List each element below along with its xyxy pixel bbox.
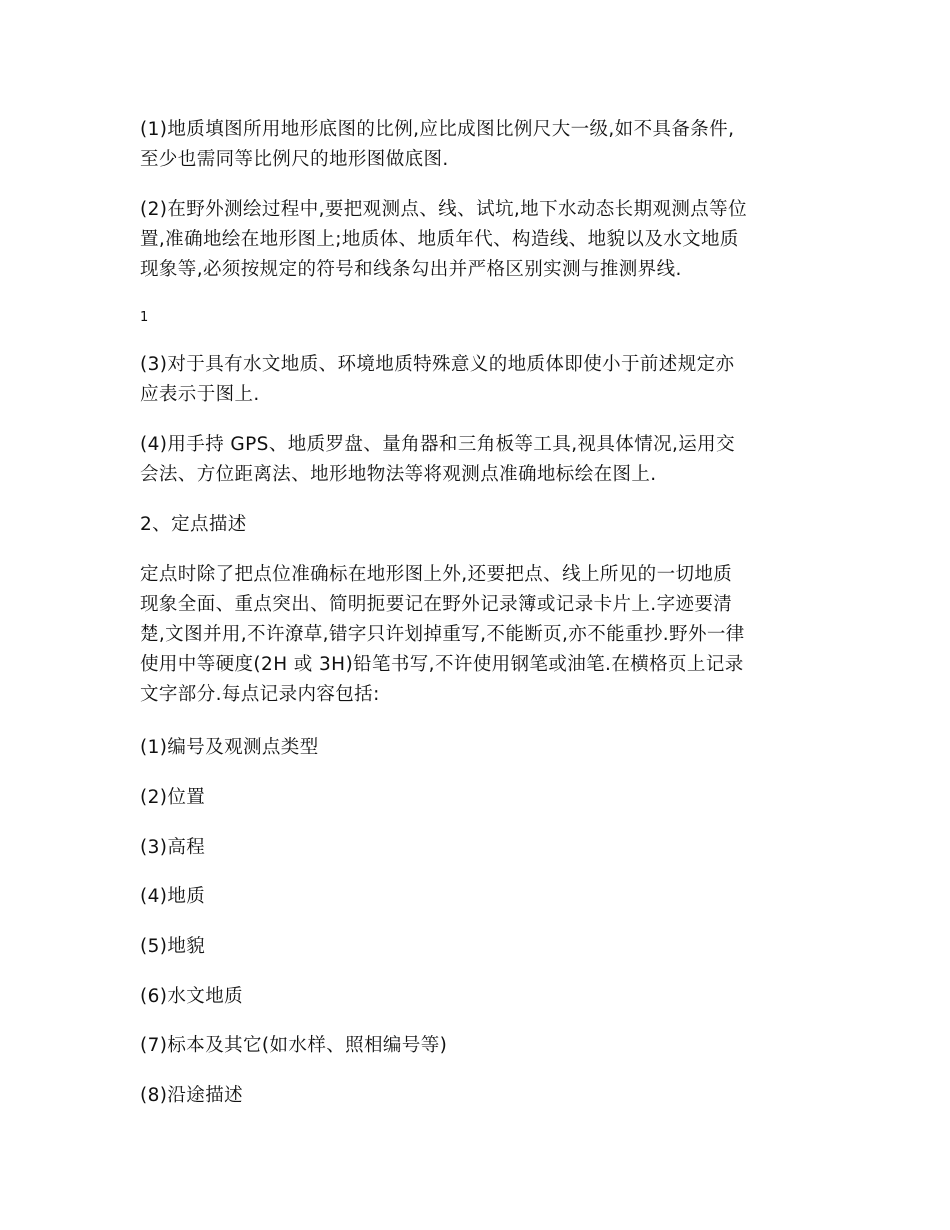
text-line: 至少也需同等比例尺的地形图做底图. — [140, 149, 449, 170]
paragraph-4 — [140, 430, 830, 490]
paragraph-5 — [140, 560, 830, 710]
list-item — [140, 783, 830, 813]
text-line: (2)在野外测绘过程中,要把观测点、线、试坑,地下水动态长期观测点等位 — [140, 199, 747, 220]
list-item-text: (4)地质 — [140, 886, 206, 907]
list-item — [140, 882, 830, 912]
list-item-text: (2)位置 — [140, 787, 206, 808]
text-line: 会法、方位距离法、地形地物法等将观测点准确地标绘在图上. — [140, 464, 657, 485]
text-line: 现象等,必须按规定的符号和线条勾出并严格区别实测与推测界线. — [140, 259, 682, 280]
list-item-text: (7)标本及其它(如水样、照相编号等) — [140, 1035, 448, 1056]
list-item — [140, 733, 830, 763]
list-item — [140, 1031, 830, 1061]
page-number: 1 — [140, 310, 149, 325]
heading-text: 2、定点描述 — [140, 514, 247, 535]
text-line: 应表示于图上. — [140, 384, 260, 405]
list-item-text: (1)编号及观测点类型 — [140, 737, 319, 758]
text-line: 使用中等硬度(2H 或 3H)铅笔书写,不许使用钢笔或油笔.在横格页上记录 — [140, 654, 744, 675]
list-item — [140, 1081, 830, 1111]
list-item-text: (5)地貌 — [140, 936, 206, 957]
list-item-text: (3)高程 — [140, 837, 206, 858]
list-item — [140, 833, 830, 863]
list-item — [140, 932, 830, 962]
list-item-text: (6)水文地质 — [140, 986, 244, 1007]
list-item-text: (8)沿途描述 — [140, 1085, 244, 1106]
text-line: 现象全面、重点突出、简明扼要记在野外记录簿或记录卡片上.字迹要清 — [140, 594, 733, 615]
paragraph-1 — [140, 115, 830, 175]
text-line: (1)地质填图所用地形底图的比例,应比成图比例尺大一级,如不具备条件, — [140, 119, 735, 140]
list-item — [140, 982, 830, 1012]
text-line: (4)用手持 GPS、地质罗盘、量角器和三角板等工具,视具体情况,运用交 — [140, 434, 735, 455]
text-line: 定点时除了把点位准确标在地形图上外,还要把点、线上所见的一切地质 — [140, 564, 733, 585]
text-line: 置,准确地绘在地形图上;地质体、地质年代、构造线、地貌以及水文地质 — [140, 229, 739, 250]
text-line: 楚,文图并用,不许潦草,错字只许划掉重写,不能断页,亦不能重抄.野外一律 — [140, 624, 745, 645]
section-heading — [140, 510, 830, 540]
paragraph-3 — [140, 350, 830, 410]
text-line: (3)对于具有水文地质、环境地质特殊意义的地质体即使小于前述规定亦 — [140, 354, 735, 375]
paragraph-2 — [140, 195, 830, 285]
text-line: 文字部分.每点记录内容包括: — [140, 684, 380, 705]
